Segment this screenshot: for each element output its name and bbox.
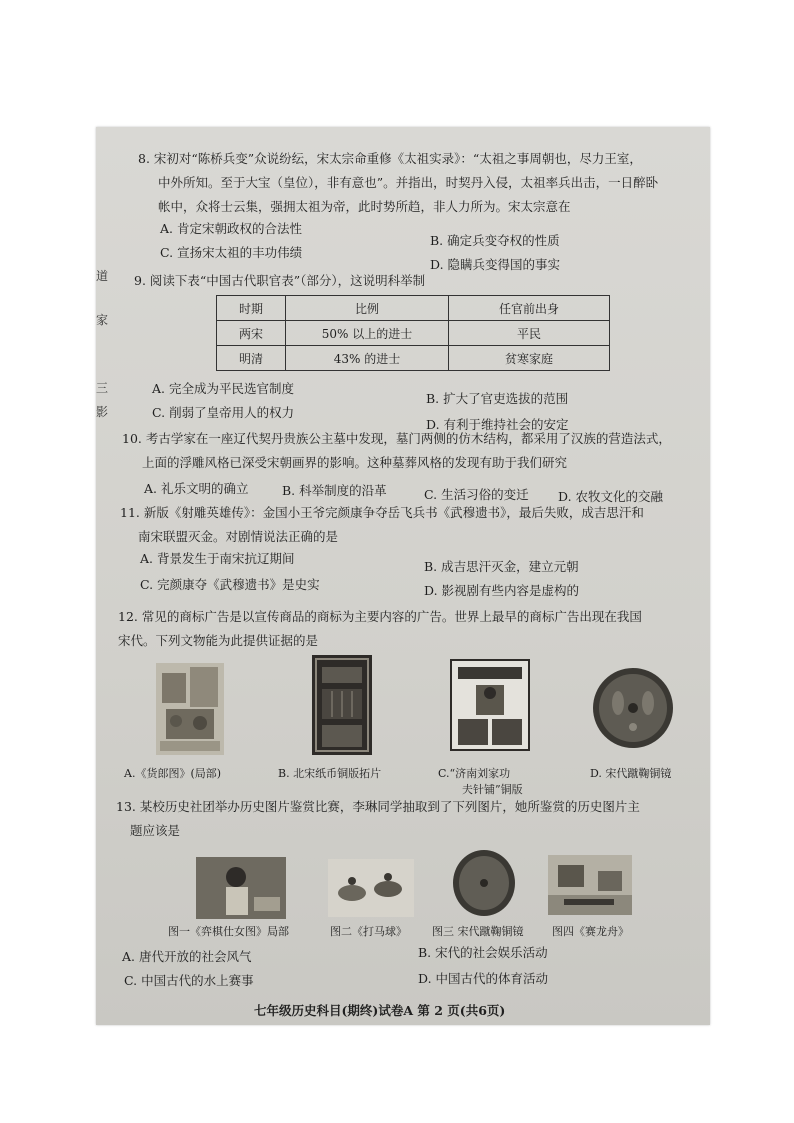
q10-option-b[interactable]: B. 科举制度的沿革: [282, 483, 387, 498]
margin-mark: 道: [96, 269, 109, 283]
huolang-painting-image: [156, 663, 224, 755]
q9-option-c[interactable]: C. 削弱了皇帝用人的权力: [152, 405, 295, 420]
official-table: [216, 295, 610, 371]
q12-caption-c-line1: C.“济南刘家功: [438, 767, 511, 780]
q11-option-a[interactable]: A. 背景发生于南宋抗辽期间: [140, 551, 295, 566]
table-cell: 两宋: [217, 321, 286, 346]
q11-option-c[interactable]: C. 完颜康夺《武穆遗书》是史实: [140, 577, 320, 592]
q8-line-2: 中外所知。至于大宝（皇位），非有意也”。并指出，时契丹入侵，太祖率兵出击，一日醉卧: [158, 175, 659, 190]
margin-mark: 影: [96, 405, 109, 419]
q13-option-c[interactable]: C. 中国古代的水上赛事: [124, 973, 254, 988]
q12-caption-c-line2: 夫针铺”铜版: [462, 783, 523, 796]
q12-line-1: 12. 常见的商标广告是以宣传商品的商标为主要内容的广告。世界上最早的商标广告出现在我国: [118, 609, 642, 624]
q11-line-2: 南宋联盟灭金。对剧情说法正确的是: [138, 529, 339, 544]
q8-option-c[interactable]: C. 宣扬宋太祖的丰功伟绩: [160, 245, 303, 260]
q10-line-1: 10. 考古学家在一座辽代契丹贵族公主墓中发现，墓门两侧的仿木结构，都采用了汉族的营造法式，: [122, 431, 671, 446]
table-header: 比例: [286, 296, 449, 321]
q8-line-3: 帐中，众将士云集，强拥太祖为帝，此时势所趋，非人力所为。宋太宗意在: [158, 199, 571, 214]
q11-line-1: 11. 新版《射雕英雄传》：金国小王爷完颜康争夺岳飞兵书《武穆遗书》，最后失败，成吉思汗和: [120, 505, 644, 520]
q12-caption-b: B. 北宋纸币铜版拓片: [278, 767, 382, 780]
q13-caption-4: 图四《赛龙舟》: [552, 925, 629, 938]
q13-option-a[interactable]: A. 唐代开放的社会风气: [122, 949, 252, 964]
q13-caption-2: 图二《打马球》: [330, 925, 407, 938]
table-header: 时期: [217, 296, 286, 321]
q12-caption-a: A.《货郎图》(局部): [124, 767, 222, 780]
q9-stem: 9. 阅读下表“中国古代职官表”（部分），这说明科举制: [134, 273, 426, 288]
table-cell: 平民: [449, 321, 610, 346]
q13-caption-3: 图三 宋代蹴鞠铜镜: [432, 925, 524, 938]
page-footer: 七年级历史科目(期终)试卷A 第 2 页(共6页): [254, 1003, 506, 1018]
table-row: [217, 346, 610, 371]
q8-line-1: 8. 宋初对“陈桥兵变”众说纷纭，宋太宗命重修《太祖实录》：“太祖之事周朝也，尽力王室，: [138, 151, 642, 166]
q8-option-d[interactable]: D. 隐瞒兵变得国的事实: [430, 257, 561, 272]
q9-option-a[interactable]: A. 完全成为平民选官制度: [152, 381, 294, 396]
table-cell: 43% 的进士: [286, 346, 449, 371]
table-header-row: [217, 296, 610, 321]
q9-option-d[interactable]: D. 有利于维持社会的安定: [426, 417, 569, 432]
q10-option-c[interactable]: C. 生活习俗的变迁: [424, 487, 529, 502]
paper-money-rubbing-image: [312, 655, 372, 755]
cuju-bronze-mirror-image: [592, 667, 674, 749]
q13-caption-1: 图一《弈棋仕女图》局部: [168, 925, 289, 938]
table-header: 任官前出身: [449, 296, 610, 321]
q10-option-d[interactable]: D. 农牧文化的交融: [558, 489, 664, 504]
table-cell: 明清: [217, 346, 286, 371]
q8-option-b[interactable]: B. 确定兵变夺权的性质: [430, 233, 560, 248]
polo-painting-image: [328, 859, 414, 917]
q8-option-a[interactable]: A. 肯定宋朝政权的合法性: [160, 221, 302, 236]
q12-line-2: 宋代。下列文物能为此提供证据的是: [118, 633, 319, 648]
q11-option-b[interactable]: B. 成吉思汗灭金，建立元朝: [424, 559, 579, 574]
q13-line-2: 题应该是: [130, 823, 181, 838]
table-row: [217, 321, 610, 346]
weiqi-ladies-painting-image: [196, 857, 286, 919]
table-cell: 50% 以上的进士: [286, 321, 449, 346]
q11-option-d[interactable]: D. 影视剧有些内容是虚构的: [424, 583, 580, 598]
q13-option-d[interactable]: D. 中国古代的体育活动: [418, 971, 549, 986]
exam-page: [96, 127, 710, 1025]
liu-family-needle-shop-plate-image: [450, 659, 530, 751]
cuju-bronze-mirror-small-image: [452, 849, 516, 917]
q10-line-2: 上面的浮雕风格已深受宋朝画界的影响。这种墓葬风格的发现有助于我们研究: [142, 455, 568, 470]
q13-line-1: 13. 某校历史社团举办历史图片鉴赏比赛，李琳同学抽取到了下列图片，她所鉴赏的历史图片主: [116, 799, 640, 814]
q13-option-b[interactable]: B. 宋代的社会娱乐活动: [418, 945, 548, 960]
q12-caption-d: D. 宋代蹴鞠铜镜: [590, 767, 672, 780]
margin-mark: 三: [96, 381, 109, 395]
table-cell: 贫寒家庭: [449, 346, 610, 371]
dragon-boat-race-painting-image: [548, 855, 632, 915]
q9-option-b[interactable]: B. 扩大了官吏选拔的范围: [426, 391, 569, 406]
q10-option-a[interactable]: A. 礼乐文明的确立: [144, 481, 249, 496]
margin-mark: 家: [96, 313, 109, 327]
